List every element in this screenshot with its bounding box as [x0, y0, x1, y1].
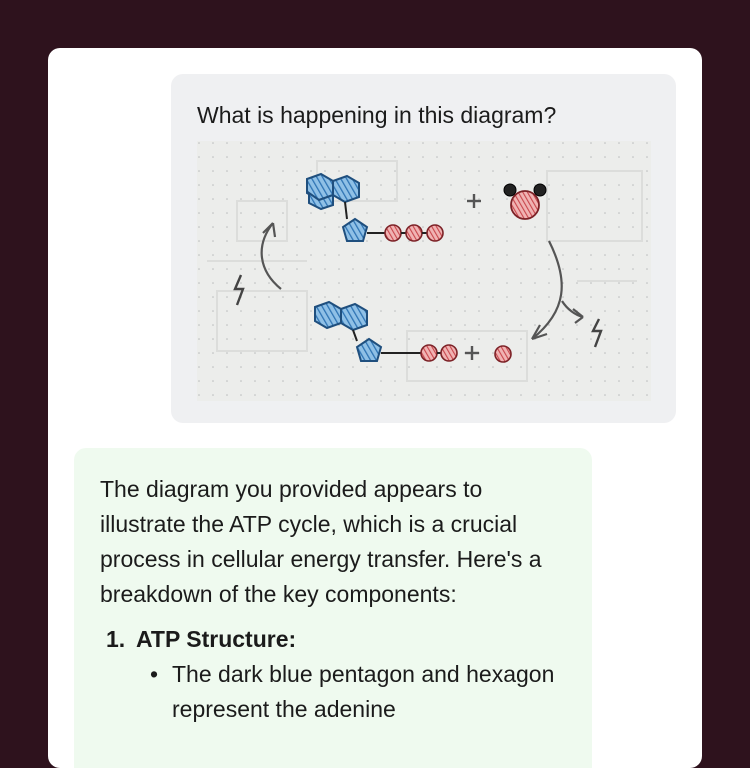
- phosphate-circle-icon: [495, 346, 511, 362]
- assistant-message-body: [100, 472, 560, 727]
- phosphate-circle-icon: [427, 225, 443, 241]
- phosphate-circle-icon: [441, 345, 457, 361]
- phosphate-circle-icon: [385, 225, 401, 241]
- phosphate-circle-icon: [421, 345, 437, 361]
- user-message-bubble: [171, 74, 676, 423]
- phosphate-circle-icon: [406, 225, 422, 241]
- list-item: [100, 622, 560, 727]
- assistant-intro-text: The diagram you provided appears to illustrate the ATP cycle, which is a crucial process in cellular energy transfer. Here's a breakdown of the key components:: [100, 476, 542, 607]
- list-item-heading: ATP Structure:: [136, 626, 297, 652]
- bullet-item: [136, 657, 560, 727]
- list-item-number: 1.: [106, 626, 126, 652]
- attached-diagram-image[interactable]: [197, 141, 651, 401]
- bullet-list: [136, 657, 560, 727]
- bullet-dot: •: [150, 661, 159, 687]
- bullet-text: The dark blue pentagon and hexagon represent the adenine: [172, 661, 555, 722]
- numbered-list: [100, 622, 560, 727]
- atp-cycle-sketch: [197, 141, 651, 401]
- user-message-text: What is happening in this diagram?: [197, 102, 557, 128]
- assistant-message-bubble: [74, 448, 592, 768]
- chat-panel: [48, 48, 702, 768]
